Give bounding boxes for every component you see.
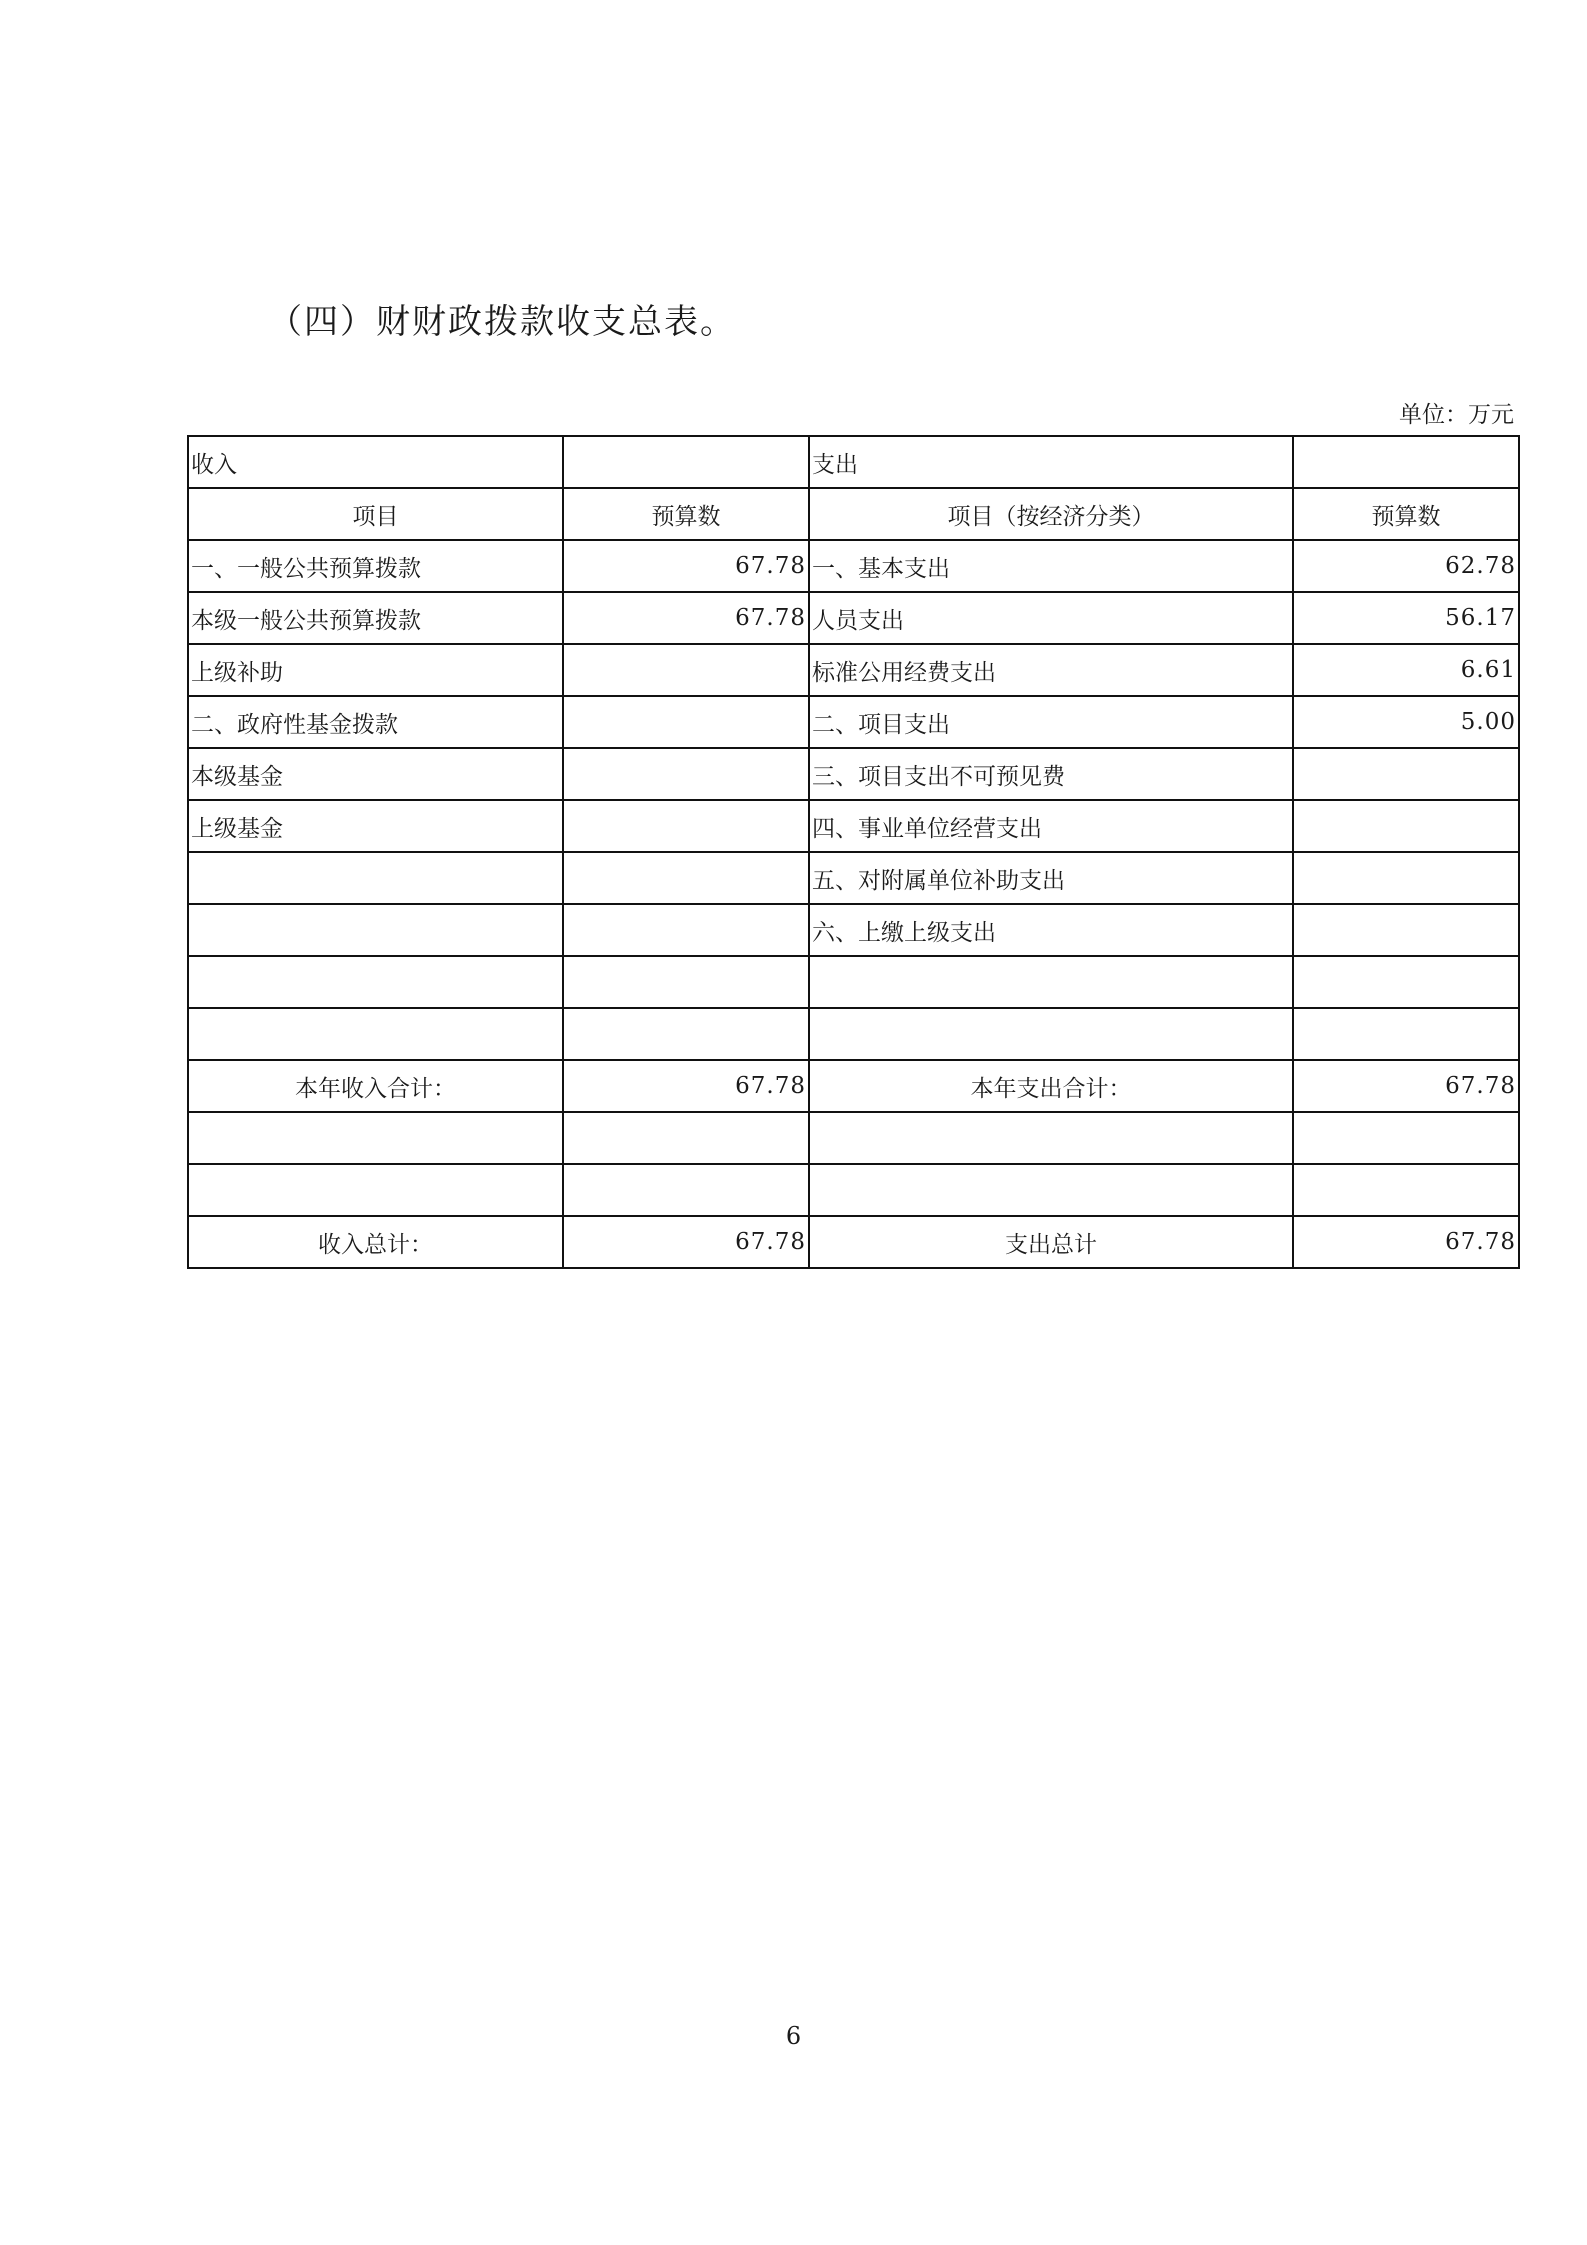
page-title: （四）财财政拨款收支总表。 [268,302,736,342]
income-amount-cell: 67.78 [563,540,809,592]
table-row [188,956,1519,1008]
income-amount-cell [563,748,809,800]
income-item-cell: 本级一般公共预算拨款 [188,592,563,644]
expense-amount-cell [1293,1164,1519,1216]
expense-item-cell: 三、项目支出不可预见费 [809,748,1293,800]
expense-amount-cell [1293,852,1519,904]
table-row [188,540,1519,592]
unit-label: 单位：万元 [1399,402,1514,428]
income-amount-cell [563,852,809,904]
grand-total-row [188,1216,1519,1268]
income-section-header: 收入 [188,436,563,488]
fiscal-budget-table [187,435,1520,1269]
expense-annual-total-label: 本年支出合计： [809,1060,1293,1112]
expense-item-cell [809,1164,1293,1216]
income-amount-cell [563,1164,809,1216]
expense-item-cell: 二、项目支出 [809,696,1293,748]
income-item-cell: 二、政府性基金拨款 [188,696,563,748]
expense-amount-cell: 6.61 [1293,644,1519,696]
table-row [188,1112,1519,1164]
income-item-cell [188,852,563,904]
expense-budget-header: 预算数 [1293,488,1519,540]
expense-section-header: 支出 [809,436,1293,488]
expense-item-cell: 人员支出 [809,592,1293,644]
table-row [188,696,1519,748]
expense-amount-cell [1293,800,1519,852]
income-item-cell [188,1164,563,1216]
expense-amount-cell: 56.17 [1293,592,1519,644]
expense-amount-cell [1293,956,1519,1008]
income-amount-cell [563,1112,809,1164]
income-item-cell [188,1112,563,1164]
income-item-cell: 上级基金 [188,800,563,852]
table-row [188,592,1519,644]
table-column-header-row [188,488,1519,540]
income-item-cell [188,904,563,956]
income-item-cell [188,956,563,1008]
expense-item-cell: 五、对附属单位补助支出 [809,852,1293,904]
expense-grand-total-label: 支出总计 [809,1216,1293,1268]
income-item-header: 项目 [188,488,563,540]
income-amount-cell [563,1008,809,1060]
expense-item-cell: 四、事业单位经营支出 [809,800,1293,852]
expense-item-cell [809,1112,1293,1164]
expense-amount-cell [1293,1112,1519,1164]
table-row [188,852,1519,904]
expense-amount-cell [1293,1008,1519,1060]
income-amount-cell: 67.78 [563,592,809,644]
income-amount-cell [563,800,809,852]
table-row [188,748,1519,800]
expense-item-cell [809,1008,1293,1060]
income-amount-cell [563,904,809,956]
expense-item-cell: 六、上缴上级支出 [809,904,1293,956]
table-row [188,800,1519,852]
expense-item-cell [809,956,1293,1008]
page-number: 6 [785,2022,802,2050]
income-annual-total-amount: 67.78 [563,1060,809,1112]
expense-section-blank [1293,436,1519,488]
table-row [188,1164,1519,1216]
expense-annual-total-amount: 67.78 [1293,1060,1519,1112]
income-grand-total-label: 收入总计： [188,1216,563,1268]
table-row [188,1008,1519,1060]
income-grand-total-amount: 67.78 [563,1216,809,1268]
income-budget-header: 预算数 [563,488,809,540]
expense-amount-cell [1293,748,1519,800]
expense-amount-cell [1293,904,1519,956]
annual-total-row [188,1060,1519,1112]
expense-item-cell: 标准公用经费支出 [809,644,1293,696]
income-annual-total-label: 本年收入合计： [188,1060,563,1112]
income-item-cell: 上级补助 [188,644,563,696]
income-item-cell: 本级基金 [188,748,563,800]
expense-item-cell: 一、基本支出 [809,540,1293,592]
income-item-cell: 一、一般公共预算拨款 [188,540,563,592]
expense-amount-cell: 62.78 [1293,540,1519,592]
table-top-header-row [188,436,1519,488]
income-item-cell [188,1008,563,1060]
income-amount-cell [563,696,809,748]
expense-amount-cell: 5.00 [1293,696,1519,748]
table-row [188,904,1519,956]
income-amount-cell [563,644,809,696]
income-section-blank [563,436,809,488]
expense-grand-total-amount: 67.78 [1293,1216,1519,1268]
table-row [188,644,1519,696]
income-amount-cell [563,956,809,1008]
expense-item-header: 项目（按经济分类） [809,488,1293,540]
